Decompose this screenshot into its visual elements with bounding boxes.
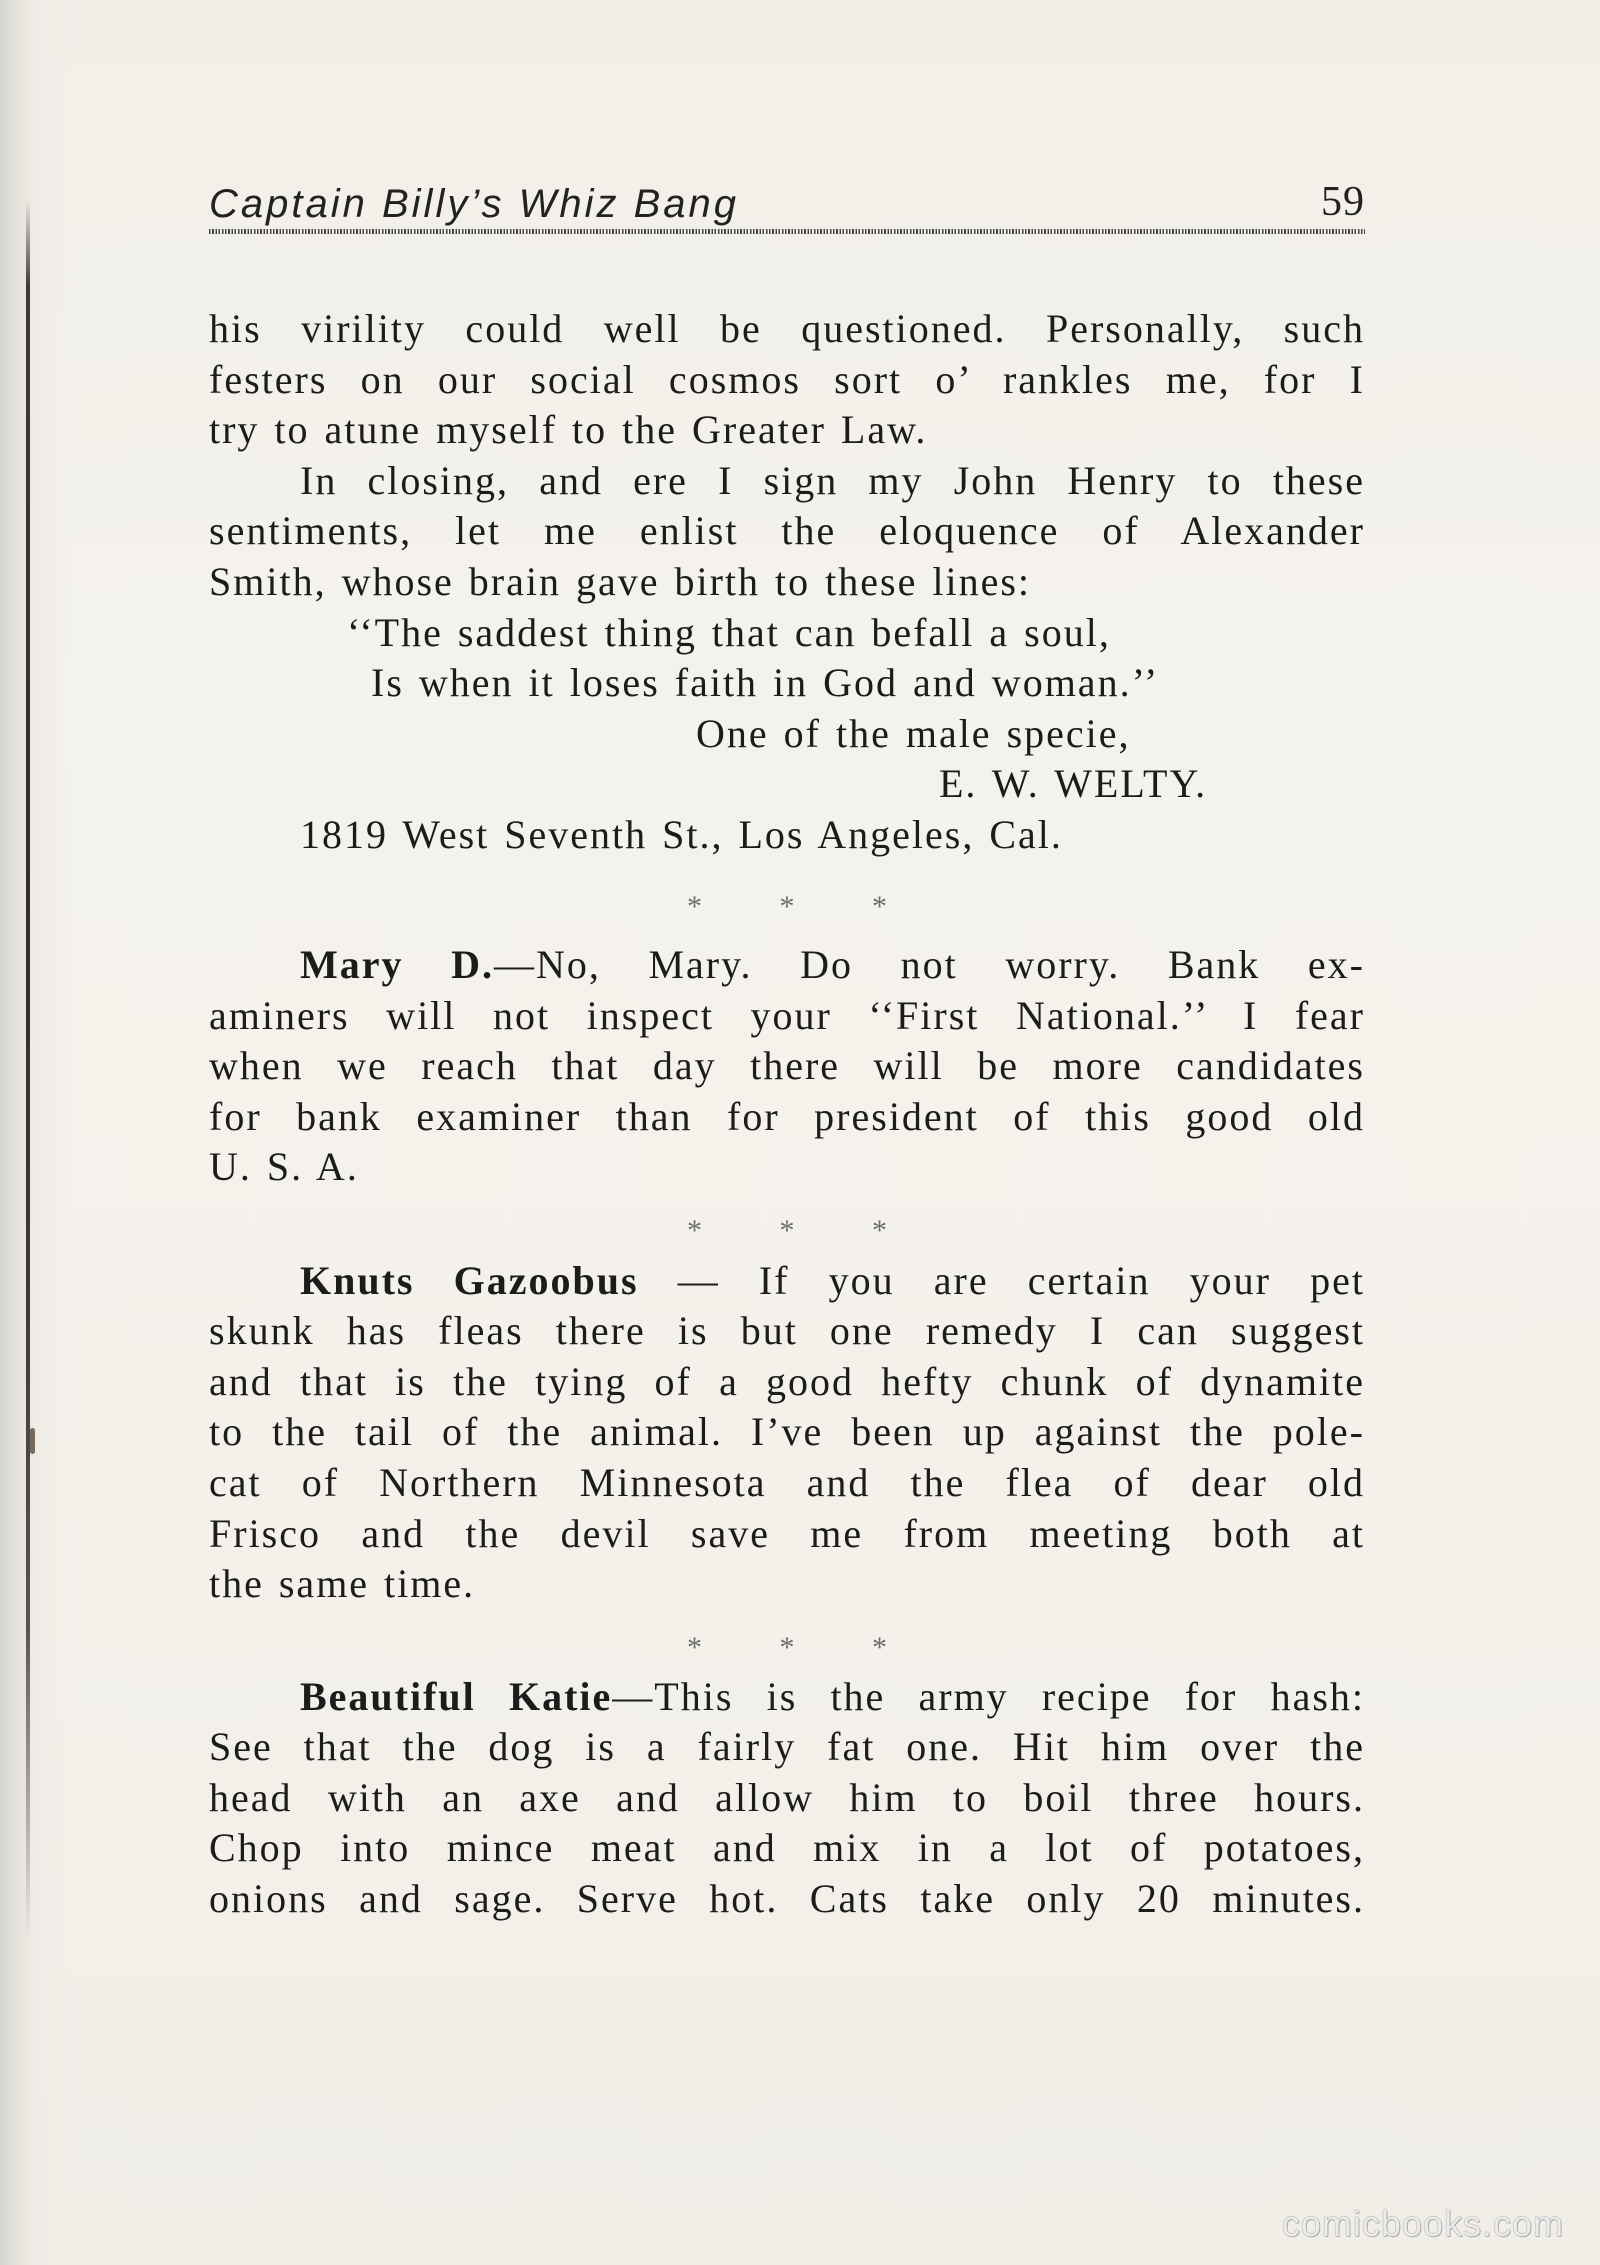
signature: E. W. WELTY. bbox=[939, 761, 1208, 807]
text-line: U. S. A. bbox=[209, 1144, 359, 1190]
answer-text: —This is the army recipe for hash: bbox=[612, 1673, 1365, 1719]
binding-mark bbox=[30, 1428, 35, 1454]
text-line: sentiments, let me enlist the eloquence of Alexander bbox=[209, 508, 1365, 554]
answer-first-line bbox=[209, 1672, 1365, 1723]
running-header-title: Captain Billy’s Whiz Bang bbox=[209, 182, 740, 226]
answer-name: Knuts Gazoobus bbox=[300, 1257, 639, 1303]
section-separator bbox=[209, 1193, 1365, 1256]
text-line: his virility could well be questioned. Personally, such bbox=[209, 306, 1365, 351]
text-line: the same time. bbox=[209, 1561, 476, 1607]
answer-text: — If you are certain your pet bbox=[638, 1257, 1365, 1303]
text-line: aminers will not inspect your ‘‘First National.’’ I fear bbox=[209, 992, 1365, 1038]
answer-name: Beautiful Katie bbox=[300, 1673, 613, 1719]
separator-asterisks: * * * bbox=[687, 1630, 887, 1664]
text-line: festers on our social cosmos sort o’ rankles me, for I bbox=[209, 356, 1365, 402]
binding-edge bbox=[0, 0, 70, 2265]
signoff-line: One of the male specie, bbox=[696, 710, 1131, 756]
text-line: See that the dog is a fairly fat one. Hit him over the bbox=[209, 1724, 1365, 1770]
quote-line: Is when it loses faith in God and woman.’’ bbox=[371, 660, 1160, 706]
quote-line: ‘‘The saddest thing that can befall a soul, bbox=[347, 609, 1111, 655]
watermark: comicbooks.com bbox=[1281, 2203, 1564, 2244]
binding-line bbox=[26, 200, 30, 1940]
answer-first-line bbox=[209, 1256, 1365, 1307]
text-line: try to atune myself to the Greater Law. bbox=[209, 407, 928, 453]
text-line: skunk has fleas there is but one remedy I can suggest bbox=[209, 1308, 1365, 1354]
separator-asterisks: * * * bbox=[687, 1214, 887, 1248]
text-line: In closing, and ere I sign my John Henry to these bbox=[300, 457, 1365, 503]
header-rule bbox=[209, 229, 1365, 234]
answer-text: —No, Mary. Do not worry. Bank ex- bbox=[494, 941, 1365, 987]
text-line: when we reach that day there will be more candidates bbox=[209, 1043, 1365, 1089]
text-line: and that is the tying of a good hefty chunk of dynamite bbox=[209, 1358, 1365, 1404]
answer-first-line bbox=[209, 940, 1365, 991]
text-line: for bank examiner than for president of this good old bbox=[209, 1093, 1365, 1139]
separator-asterisks: * * * bbox=[687, 890, 887, 924]
address-line: 1819 West Seventh St., Los Angeles, Cal. bbox=[300, 811, 1063, 857]
text-line: onions and sage. Serve hot. Cats take only 20 minutes. bbox=[209, 1875, 1365, 1921]
text-line: to the tail of the animal. I’ve been up against the pole- bbox=[209, 1409, 1365, 1455]
text-line: cat of Northern Minnesota and the flea of dear old bbox=[209, 1460, 1365, 1506]
section-separator bbox=[209, 1610, 1365, 1672]
text-line: Chop into mince meat and mix in a lot of potatoes, bbox=[209, 1825, 1365, 1871]
body-text bbox=[209, 304, 1365, 1925]
text-line: Smith, whose brain gave birth to these lines: bbox=[209, 558, 1031, 604]
section-separator bbox=[209, 861, 1365, 940]
text-line: head with an axe and allow him to boil three hours. bbox=[209, 1774, 1365, 1820]
page-number: 59 bbox=[1321, 179, 1365, 225]
text-line: Frisco and the devil save me from meeting both at bbox=[209, 1510, 1365, 1556]
answer-name: Mary D. bbox=[300, 941, 494, 987]
